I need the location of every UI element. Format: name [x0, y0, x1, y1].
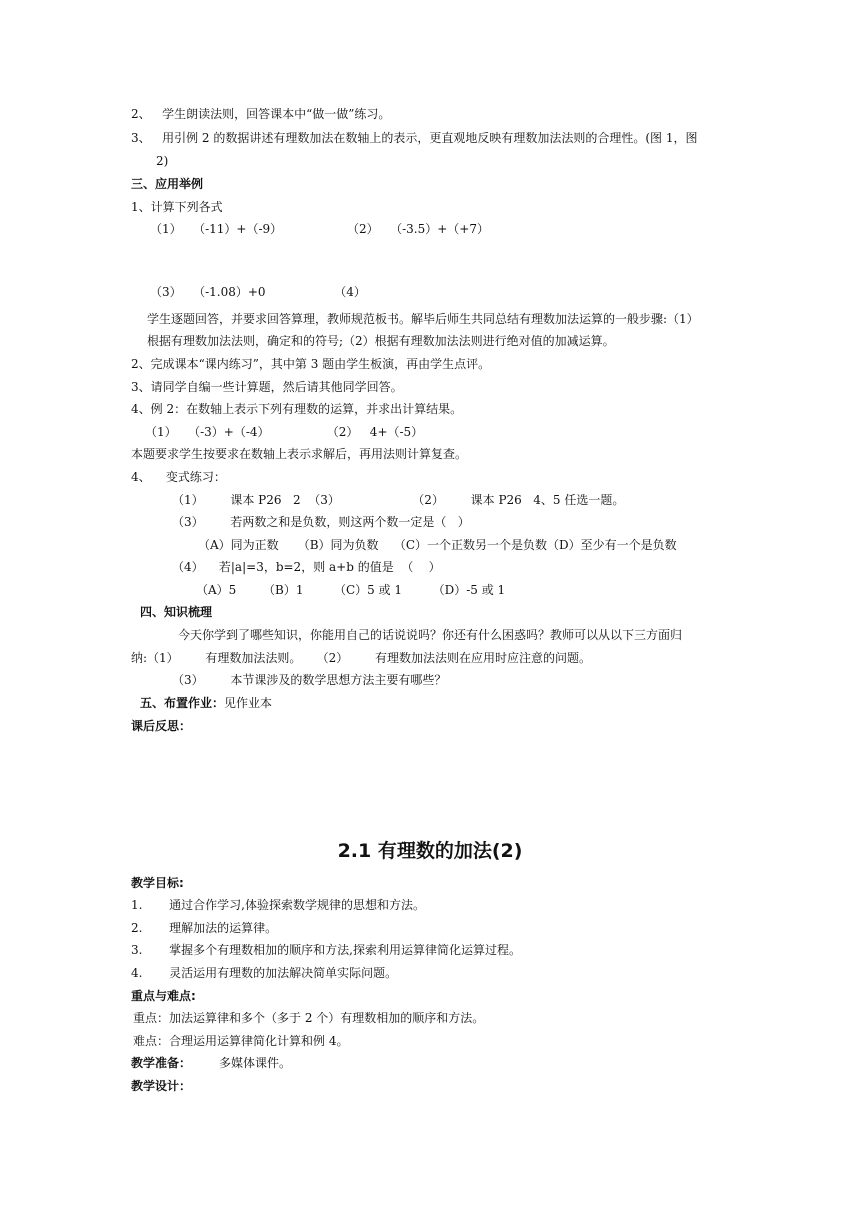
prep-label: 教学准备：	[131, 1056, 192, 1070]
step-3-line: 3、 用引例 2 的数据讲述有理数加法在数轴上的表示，更直观地反映有理数加法法则的合理性。(图 1，图	[131, 131, 698, 145]
paragraph-line: 根据有理数加法法则，确定和的符号;（2）根据有理数加法法则进行绝对值的加减运算。	[147, 334, 615, 348]
paragraph-line: 学生逐题回答，并要求回答算理，教师规范板书。解毕后师生共同总结有理数加法运算的一般步骤:（1）	[147, 312, 699, 326]
variant-heading: 4、 变式练习：	[131, 470, 226, 484]
step-3-continuation: 2)	[156, 154, 169, 168]
question-3: 3、请同学自编一些计算题，然后请其他同学回答。	[131, 380, 403, 394]
goal-item: 1. 通过合作学习,体验探索数学规律的思想和方法。	[131, 898, 425, 912]
summary-line: 今天你学到了哪些知识，你能用自己的话说说吗？你还有什么困惑吗？教师可以从以下三方面归	[178, 628, 683, 642]
step-2-line: 2、 学生朗读法则，回答课本中“做一做”练习。	[131, 107, 391, 121]
key-heading: 重点与难点:	[131, 989, 196, 1003]
summary-line: 纳:（1） 有理数加法法则。 （2） 有理数加法法则在应用时应注意的问题。	[131, 651, 591, 665]
key-difficulty: 难点：合理运用运算律简化计算和例 4。	[133, 1034, 349, 1048]
goals-heading: 教学目标:	[131, 876, 184, 890]
variant-4: （4） 若|a|=3，b=2，则 a+b 的值是 （ ）	[172, 560, 441, 574]
lesson-title: 2.1 有理数的加法(2)	[337, 840, 523, 862]
goal-item: 2. 理解加法的运算律。	[131, 921, 278, 935]
homework-label: 五、布置作业：	[140, 696, 225, 710]
section-heading-summary: 四、知识梳理	[140, 605, 213, 619]
reflection-label: 课后反思：	[131, 719, 192, 733]
expressions-1-2: （1） （-11）+（-9） （2） （-3.5）+（+7）	[150, 222, 489, 236]
homework-line	[140, 695, 272, 711]
variant-1-2: （1） 课本 P26 2 （3） （2） 课本 P26 4、5 任选一题。	[172, 493, 625, 507]
example-note: 本题要求学生按要求在数轴上表示求解后，再用法则计算复查。	[131, 447, 468, 461]
variant-4-options: （A）5 （B）1 （C）5 或 1 （D）-5 或 1	[196, 583, 506, 597]
question-4: 4、例 2：在数轴上表示下列有理数的运算，并求出计算结果。	[131, 402, 463, 416]
prep-line	[131, 1055, 291, 1071]
prep-value: 多媒体课件。	[219, 1056, 292, 1070]
goal-item: 3. 掌握多个有理数相加的顺序和方法,探索利用运算律简化运算过程。	[131, 943, 521, 957]
question-2: 2、完成课本“课内练习”，其中第 3 题由学生板演，再由学生点评。	[131, 357, 491, 371]
expressions-3-4: （3） （-1.08）+0 （4）	[150, 285, 366, 299]
variant-3: （3） 若两数之和是负数，则这两个数一定是（ ）	[172, 515, 470, 529]
design-heading: 教学设计：	[131, 1079, 192, 1093]
goal-item: 4. 灵活运用有理数的加法解决简单实际问题。	[131, 966, 398, 980]
example-expressions: （1） （-3）+（-4） （2） 4+（-5）	[145, 425, 424, 439]
variant-3-options: （A）同为正数 （B）同为负数 （C）一个正数另一个是负数（D）至少有一个是负数	[198, 538, 677, 552]
homework-value: 见作业本	[224, 696, 273, 710]
key-focus: 重点：加法运算律和多个（多于 2 个）有理数相加的顺序和方法。	[133, 1011, 485, 1025]
question-1: 1、计算下列各式	[131, 200, 223, 214]
section-heading-application: 三、应用举例	[131, 177, 204, 191]
summary-line: （3） 本节课涉及的数学思想方法主要有哪些？	[172, 673, 447, 687]
